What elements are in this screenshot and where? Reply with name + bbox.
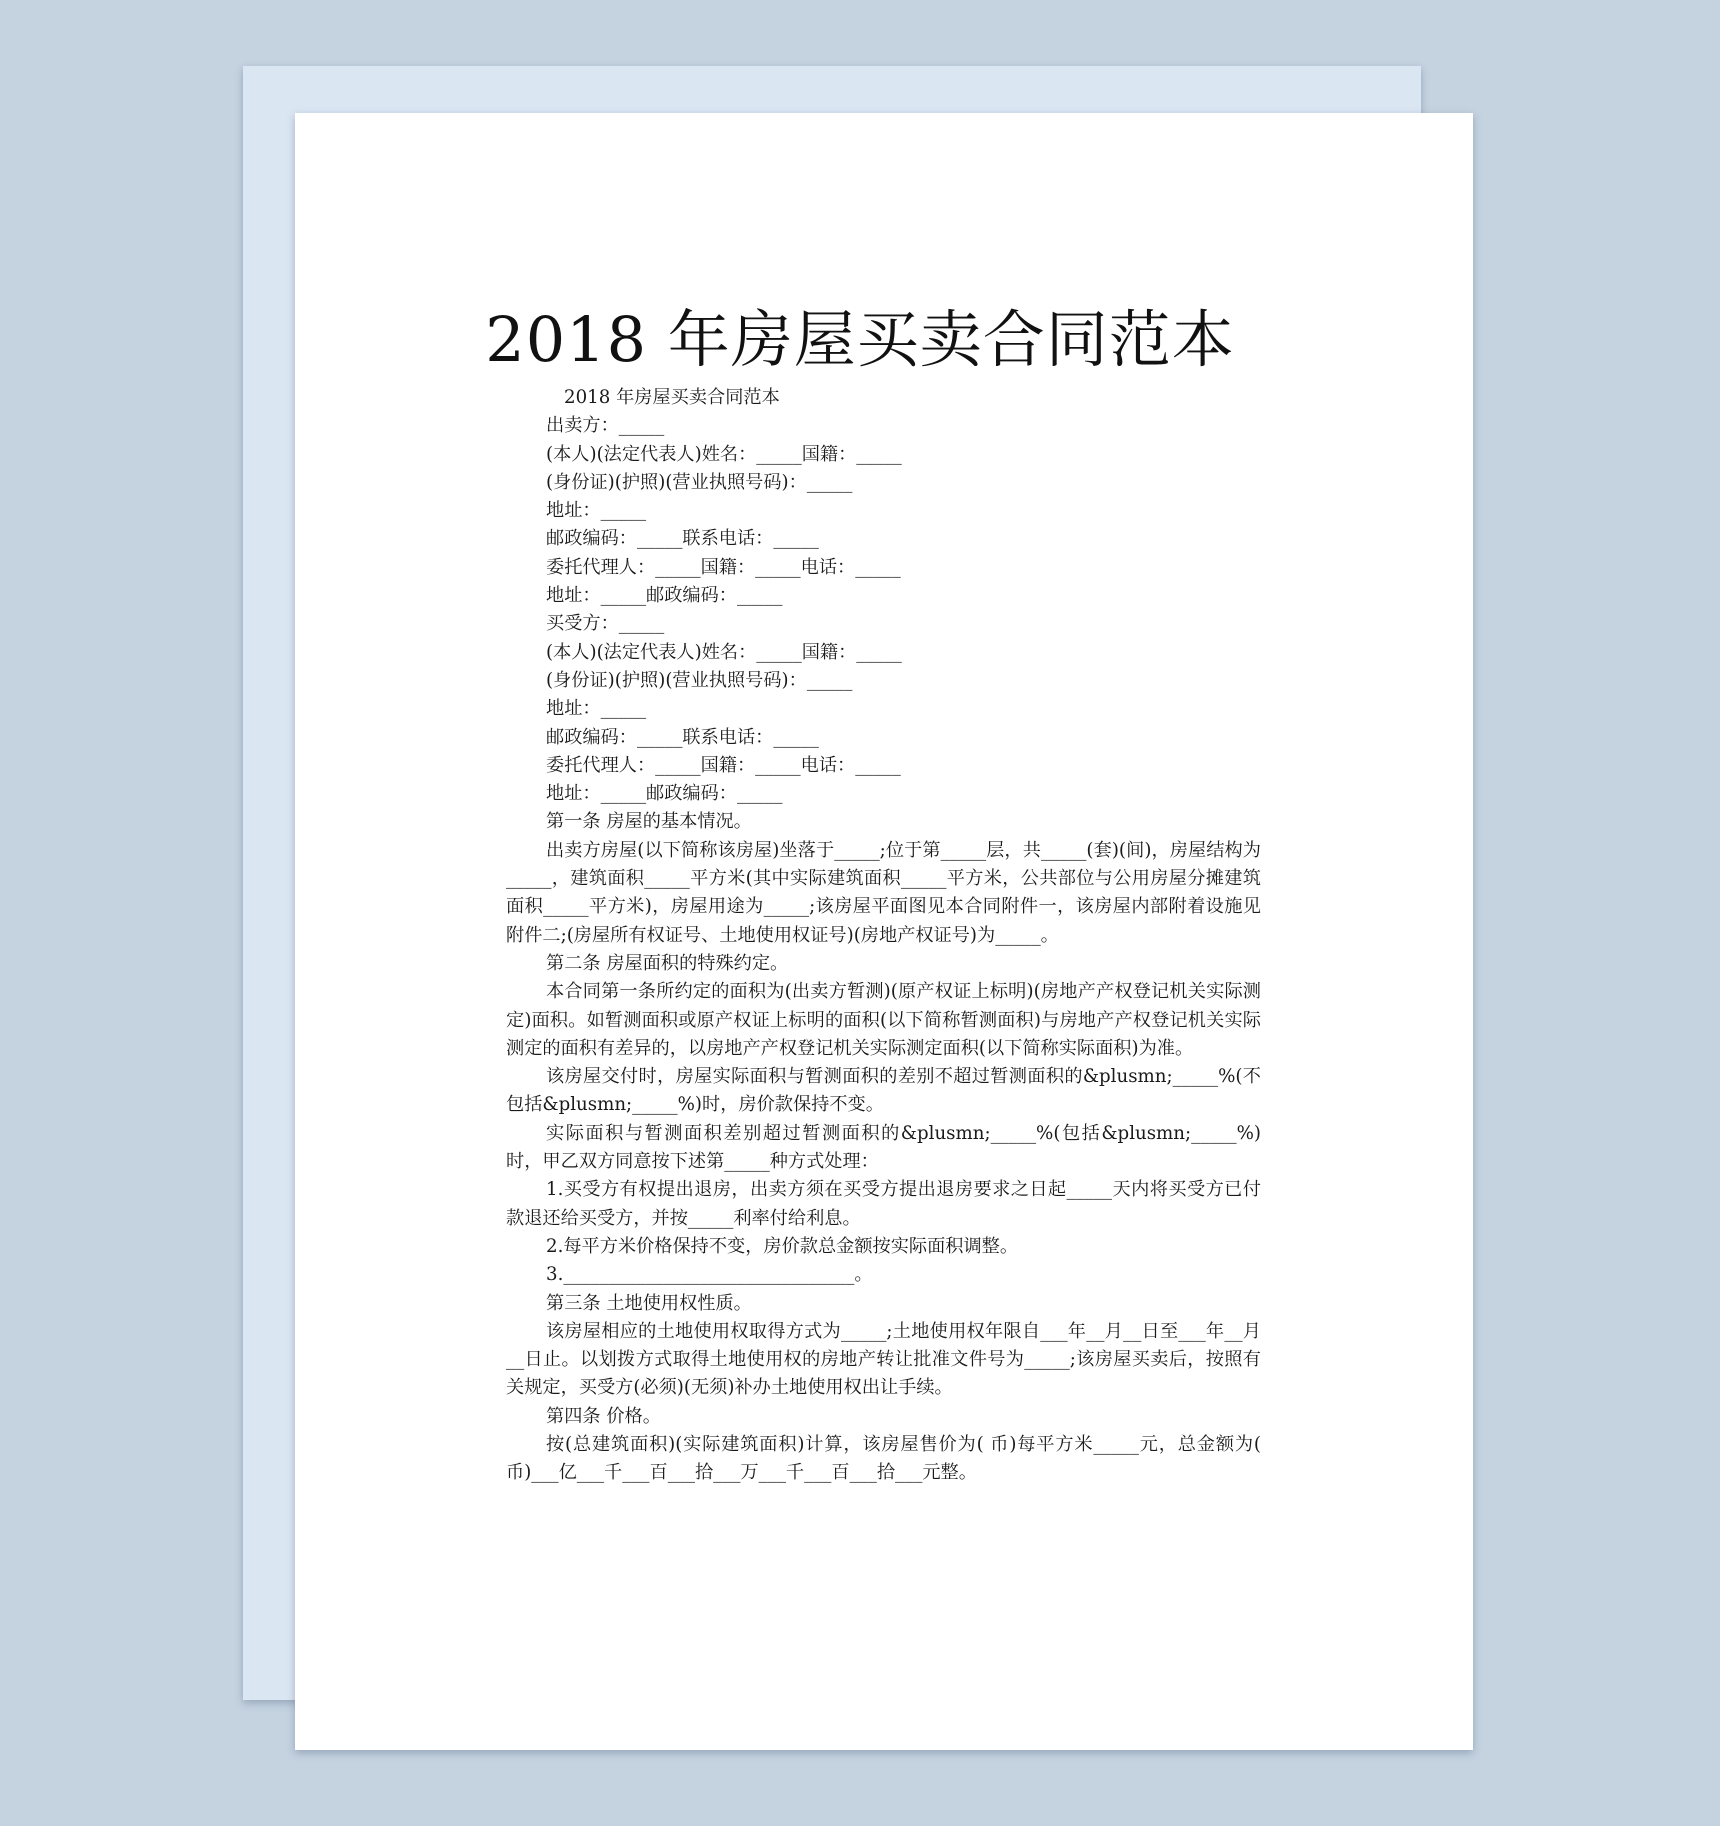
article-4-paragraph: 按(总建筑面积)(实际建筑面积)计算，该房屋售价为( 币)每平方米_____元，总金额为( 币)___亿___千___百___拾___万___千___百___拾___元整。 — [506, 1433, 1261, 1484]
seller-agent-line: 委托代理人：_____国籍：_____电话：_____ — [546, 556, 901, 578]
article-2-tolerance-paragraph: 该房屋交付时，房屋实际面积与暂测面积的差别不超过暂测面积的&plusmn;_____%(不包括&plusmn;_____%)时，房价款保持不变。 — [506, 1066, 1261, 1116]
buyer-id-line: (身份证)(护照)(营业执照号码)：_____ — [546, 669, 853, 691]
article-3-paragraph: 该房屋相应的土地使用权取得方式为_____;土地使用权年限自___年__月__日至___年__月__日止。以划拨方式取得土地使用权的房地产转让批准文件号为_____;该房屋买卖后，按照有关规定，买受方(必须)(无须)补办土地使用权出让手续。 — [506, 1320, 1261, 1399]
buyer-label: 买受方：_____ — [546, 613, 665, 635]
seller-postcode-line: 邮政编码：_____联系电话：_____ — [546, 528, 819, 550]
buyer-agent-address-line: 地址：_____邮政编码：_____ — [546, 783, 783, 805]
seller-agent-address-line: 地址：_____邮政编码：_____ — [546, 585, 783, 607]
seller-label: 出卖方：_____ — [546, 415, 665, 437]
article-1-heading: 第一条 房屋的基本情况。 — [546, 811, 752, 833]
seller-name-line: (本人)(法定代表人)姓名：_____国籍：_____ — [546, 443, 902, 465]
buyer-postcode-line: 邮政编码：_____联系电话：_____ — [546, 726, 819, 748]
seller-address-line: 地址：_____ — [546, 500, 647, 522]
article-3-heading: 第三条 土地使用权性质。 — [546, 1292, 752, 1314]
document-body — [506, 384, 1261, 1488]
article-2-option-2: 2.每平方米价格保持不变，房价款总金额按实际面积调整。 — [546, 1235, 1019, 1257]
document-title: 2018 年房屋买卖合同范本 — [485, 303, 1235, 376]
buyer-agent-line: 委托代理人：_____国籍：_____电话：_____ — [546, 754, 901, 776]
article-2-paragraph: 本合同第一条所约定的面积为(出卖方暂测)(原产权证上标明)(房地产产权登记机关实际测定)面积。如暂测面积或原产权证上标明的面积(以下简称暂测面积)与房地产产权登记机关实际测定的面积有差异的，以房地产产权登记机关实际测定面积(以下简称实际面积)为准。 — [506, 981, 1261, 1059]
seller-id-line: (身份证)(护照)(营业执照号码)：_____ — [546, 471, 853, 493]
article-2-heading: 第二条 房屋面积的特殊约定。 — [546, 952, 789, 974]
article-2-excess-paragraph: 实际面积与暂测面积差别超过暂测面积的&plusmn;_____%(包括&plusmn;_____%)时，甲乙双方同意按下述第_____种方式处理： — [506, 1122, 1261, 1173]
buyer-name-line: (本人)(法定代表人)姓名：_____国籍：_____ — [546, 641, 902, 663]
article-1-paragraph: 出卖方房屋(以下简称该房屋)坐落于_____;位于第_____层，共_____(套)(间)，房屋结构为_____，建筑面积_____平方米(其中实际建筑面积_____平方米，公共部位与公用房屋分摊建筑面积_____平方米)，房屋用途为_____;该房屋平面图见本合同附件一，该房屋内部附着设施见附件二;(房屋所有权证号、土地使用权证号)(房地产权证号)为_____。 — [506, 839, 1261, 946]
document-subtitle: 2018 年房屋买卖合同范本 — [564, 387, 780, 408]
article-4-heading: 第四条 价格。 — [546, 1405, 661, 1427]
article-2-option-1: 1.买受方有权提出退房，出卖方须在买受方提出退房要求之日起_____天内将买受方已付款退还给买受方，并按_____利率付给利息。 — [506, 1179, 1261, 1229]
buyer-address-line: 地址：_____ — [546, 698, 647, 720]
article-2-option-3: 3.________________________________。 — [546, 1264, 873, 1286]
